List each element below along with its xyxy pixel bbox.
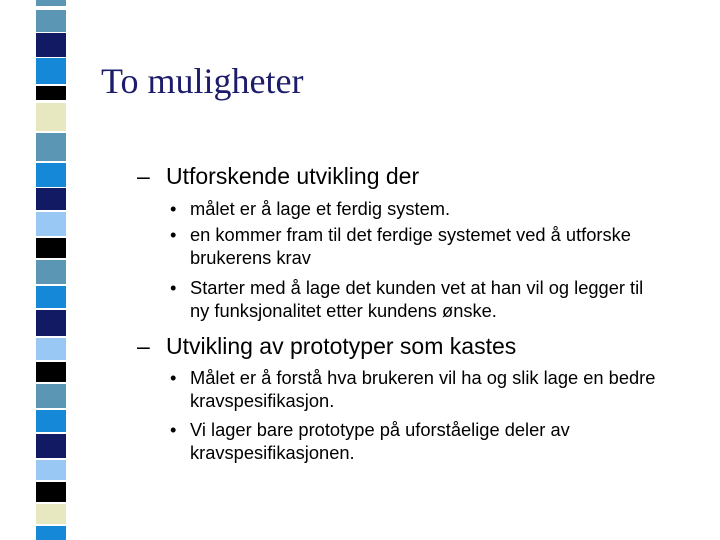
bullet-marker: • [170,277,177,298]
stripe-block [36,188,66,210]
stripe-block [36,384,66,408]
bullet-text: kravspesifikasjon. [190,390,335,411]
stripe-block [36,526,66,540]
section-heading: Utvikling av prototyper som kastes [166,333,517,359]
bullet-text: brukerens krav [190,247,311,268]
stripe-block [36,286,66,308]
stripe-block [36,212,66,236]
stripe-block [36,460,66,480]
stripe-block [36,362,66,382]
stripe-block [36,238,66,258]
stripe-block [36,133,66,161]
slide-title: To muligheter [101,61,304,101]
stripe-block [36,10,66,32]
bullet-marker: • [170,224,177,245]
section-heading: Utforskende utvikling der [166,163,420,189]
stripe-block [36,103,66,131]
bullet-text: Starter med å lage det kunden vet at han vil og legger til [190,277,644,298]
stripe-block [36,260,66,284]
bullet-marker: • [170,198,177,219]
stripe-block [36,163,66,187]
stripe-block [36,338,66,360]
bullet-text: ny funksjonalitet etter kundens ønske. [190,300,497,321]
bullet-marker: • [170,419,177,440]
stripe-block [36,58,66,84]
decorative-stripe [0,0,66,540]
stripe-block [36,33,66,57]
stripe-block [36,410,66,432]
bullet-text: målet er å lage et ferdig system. [190,198,451,219]
stripe-block [36,434,66,458]
bullet-text: en kommer fram til det ferdige systemet ved å utforske [190,224,631,245]
bullet-text: Vi lager bare prototype på uforståelige deler av [190,419,570,440]
section-dash: – [137,163,150,189]
stripe-block [36,310,66,336]
bullet-text: Målet er å forstå hva brukeren vil ha og slik lage en bedre [190,367,656,388]
stripe-block [36,504,66,524]
stripe-block [36,482,66,502]
bullet-text: kravspesifikasjonen. [190,442,355,463]
stripe-block [36,86,66,100]
stripe-block [36,0,66,6]
section-dash: – [137,333,150,359]
bullet-marker: • [170,367,177,388]
